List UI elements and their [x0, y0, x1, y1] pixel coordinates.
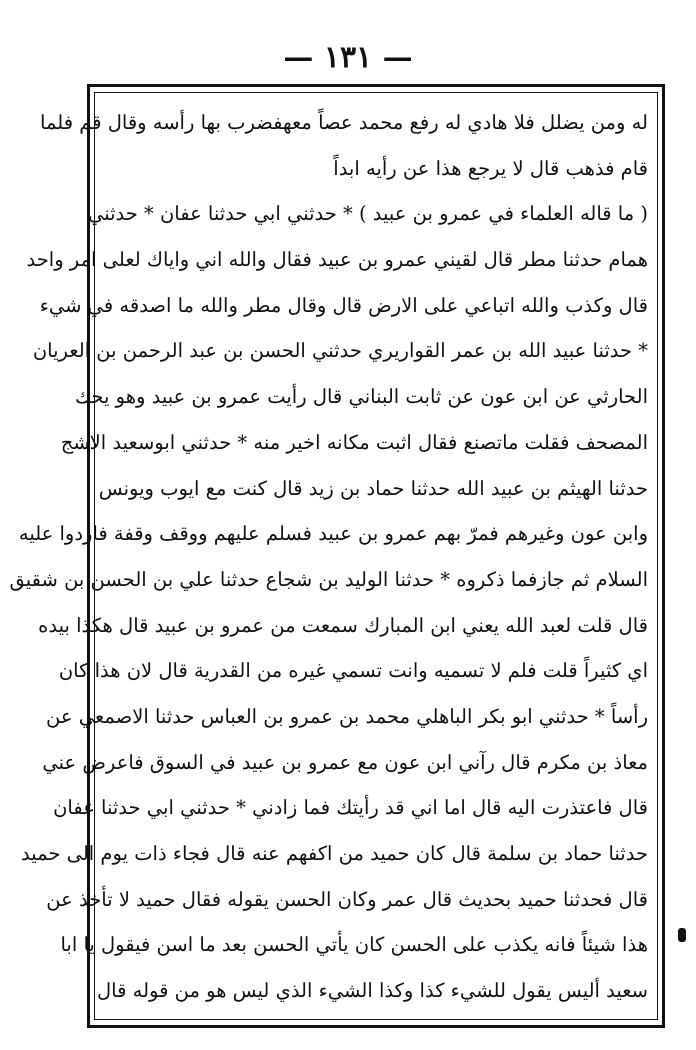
- text-line: حدثنا الهيثم بن عبيد الله حدثنا حماد بن زيد قال كنت مع ايوب ويونس: [98, 476, 648, 500]
- ink-speck: [678, 928, 686, 942]
- text-line: اي كثيراً قلت فلم لا تسميه وانت تسمي غيره من القدرية قال لان هذا كان: [58, 659, 648, 683]
- text-line: * حدثنا عبيد الله بن عمر القواريري حدثني الحسن بن عبد الرحمن بن العريان: [32, 339, 648, 363]
- text-line: وابن عون وغيرهم فمرّ بهم عمرو بن عبيد فسلم عليهم ووقف وقفة فاردوا عليه: [18, 522, 648, 546]
- text-line: ( ما قاله العلماء في عمرو بن عبيد ) * حدثني ابي حدثنا عفان * حدثني: [87, 202, 648, 226]
- text-line: رأساً * حدثني ابو بكر الباهلي محمد بن عمرو بن العباس حدثنا الاصمعي عن: [46, 704, 648, 728]
- text-line: قال فاعتذرت اليه قال اما اني قد رأيتك فما زادني * حدثني ابي حدثنا عفان: [53, 796, 648, 820]
- text-line: قال وكذب والله اتباعي على الارض قال وقال مطر والله ما اصدقه في شيء: [39, 293, 648, 317]
- text-line: له ومن يضلل فلا هادي له رفع محمد عصاً معهفضرب بها رأسه وقال قم فلما: [40, 111, 648, 134]
- text-line: هذا شيئاً فانه يكذب على الحسن كان يأتي الحسن بعد ما اسن فيقول يا ابا: [60, 933, 648, 957]
- text-line: المصحف فقلت ماتصنع فقال اثبت مكانه اخير منه * حدثني ابوسعيد الاشج: [60, 430, 648, 454]
- text-line: قال قلت لعبد الله يعني ابن المبارك سمعت من عمرو بن عبيد قال هكذا بيده: [38, 613, 648, 637]
- text-line: السلام ثم جازفما ذكروه * حدثنا الوليد بن شجاع حدثنا علي بن الحسن بن شقيق: [9, 567, 648, 591]
- text-line: قال فحدثنا حميد بحديث قال عمر وكان الحسن يقوله فقال حميد لا تأخذ عن: [46, 887, 648, 911]
- text-line: قام فذهب قال لا يرجع هذا عن رأيه ابداً: [333, 156, 648, 180]
- text-line: همام حدثنا مطر قال لقيني عمرو بن عبيد فقال والله اني واياك لعلى امر واحد: [26, 248, 648, 272]
- text-line: حدثنا حماد بن سلمة قال كان حميد من اكفهم عنه قال فجاء ذات يوم الى حميد: [20, 842, 648, 865]
- text-line: معاذ بن مكرم قال رآني ابن عون مع عمرو بن عبيد في السوق فاعرض عني: [42, 750, 648, 774]
- text-line: سعيد أليس يقول للشيء كذا وكذا الشيء الذي ليس هو من قوله قال: [97, 979, 648, 1003]
- text-line: الحارثي عن ابن عون عن ثابت البناني قال رأيت عمرو بن عبيد وهو يحك: [75, 385, 648, 409]
- page-number: — ١٣١ —: [283, 40, 413, 75]
- body-text: [9, 100, 648, 1014]
